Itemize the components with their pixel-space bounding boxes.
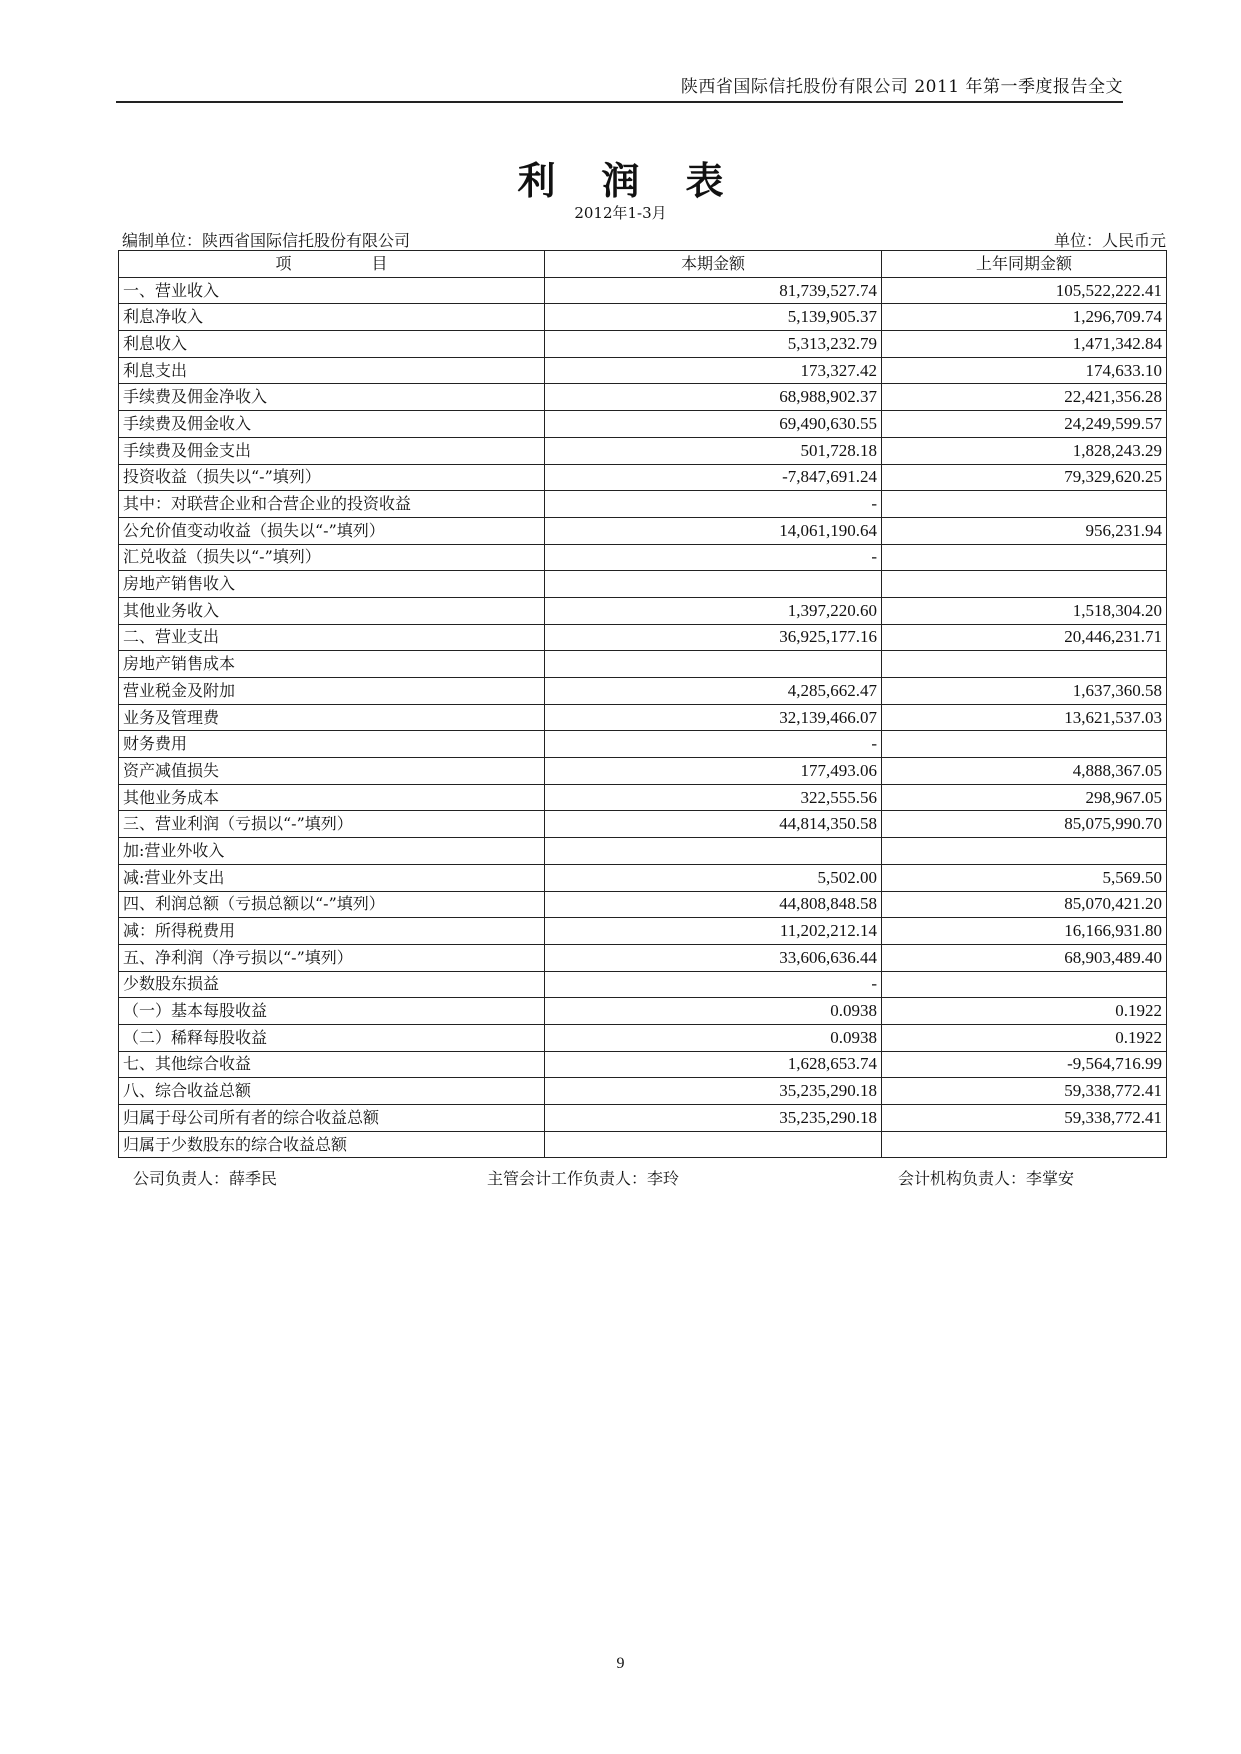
- table-row: [119, 411, 1167, 438]
- current-amount: 5,139,905.37: [545, 304, 882, 331]
- current-amount: -: [545, 971, 882, 998]
- prior-amount: [882, 651, 1167, 678]
- prior-amount: 4,888,367.05: [882, 758, 1167, 785]
- prior-amount: 59,338,772.41: [882, 1078, 1167, 1105]
- current-amount: 36,925,177.16: [545, 624, 882, 651]
- table-row: [119, 571, 1167, 598]
- compiling-unit: 编制单位：陕西省国际信托股份有限公司: [122, 231, 411, 250]
- current-amount: [545, 838, 882, 865]
- row-label: 汇兑收益（损失以“-”填列）: [119, 544, 545, 571]
- prior-amount: [882, 1131, 1167, 1158]
- prior-amount: [882, 838, 1167, 865]
- table-row: [119, 464, 1167, 491]
- row-label: 归属于母公司所有者的综合收益总额: [119, 1105, 545, 1132]
- prior-amount: [882, 971, 1167, 998]
- table-row: [119, 357, 1167, 384]
- current-amount: [545, 571, 882, 598]
- current-amount: 35,235,290.18: [545, 1078, 882, 1105]
- row-label: 手续费及佣金支出: [119, 437, 545, 464]
- row-label: 归属于少数股东的综合收益总额: [119, 1131, 545, 1158]
- row-label: 营业税金及附加: [119, 678, 545, 705]
- row-label: 三、营业利润（亏损以“-”填列）: [119, 811, 545, 838]
- row-label: 投资收益（损失以“-”填列）: [119, 464, 545, 491]
- row-label: （一）基本每股收益: [119, 998, 545, 1025]
- table-row: [119, 1131, 1167, 1158]
- table-row: [119, 998, 1167, 1025]
- table-row: [119, 277, 1167, 304]
- current-amount: 0.0938: [545, 1024, 882, 1051]
- prior-amount: -9,564,716.99: [882, 1051, 1167, 1078]
- current-amount: 69,490,630.55: [545, 411, 882, 438]
- current-amount: 1,397,220.60: [545, 597, 882, 624]
- report-period: 2012年1-3月: [574, 204, 667, 222]
- table-row: [119, 891, 1167, 918]
- prior-amount: 0.1922: [882, 1024, 1167, 1051]
- table-row: [119, 944, 1167, 971]
- currency-unit: 单位：人民币元: [1053, 231, 1166, 250]
- page-header-text: 陕西省国际信托股份有限公司 2011 年第一季度报告全文: [680, 77, 1123, 97]
- row-label: 利息收入: [119, 331, 545, 358]
- row-label: 房地产销售成本: [119, 651, 545, 678]
- table-row: [119, 1051, 1167, 1078]
- table-row: [119, 437, 1167, 464]
- current-amount: 81,739,527.74: [545, 277, 882, 304]
- table-row: [119, 838, 1167, 865]
- current-amount: 5,313,232.79: [545, 331, 882, 358]
- row-label: 公允价值变动收益（损失以“-”填列）: [119, 517, 545, 544]
- report-title: 利润表: [517, 158, 770, 203]
- table-row: [119, 731, 1167, 758]
- table-row: [119, 304, 1167, 331]
- prior-amount: 1,296,709.74: [882, 304, 1167, 331]
- company-head-signature: 公司负责人：薛季民: [133, 1169, 278, 1188]
- table-row: [119, 597, 1167, 624]
- accounting-dept-head-signature: 会计机构负责人：李掌安: [898, 1169, 1075, 1188]
- prior-amount: [882, 731, 1167, 758]
- current-amount: -7,847,691.24: [545, 464, 882, 491]
- row-label: 财务费用: [119, 731, 545, 758]
- current-amount: 14,061,190.64: [545, 517, 882, 544]
- row-label: 手续费及佣金收入: [119, 411, 545, 438]
- prior-amount: 1,471,342.84: [882, 331, 1167, 358]
- prior-amount: 13,621,537.03: [882, 704, 1167, 731]
- table-row: [119, 864, 1167, 891]
- column-header-prior: 上年同期金额: [882, 251, 1167, 278]
- current-amount: [545, 1131, 882, 1158]
- income-statement-table: [118, 250, 1167, 1158]
- table-row: [119, 331, 1167, 358]
- row-label: 手续费及佣金净收入: [119, 384, 545, 411]
- table-row: [119, 918, 1167, 945]
- header-rule: [116, 101, 1123, 103]
- table-body: [119, 277, 1167, 1158]
- row-label: 其他业务收入: [119, 597, 545, 624]
- current-amount: 5,502.00: [545, 864, 882, 891]
- prior-amount: 1,637,360.58: [882, 678, 1167, 705]
- row-label: 利息净收入: [119, 304, 545, 331]
- table-header-row: [119, 251, 1167, 278]
- row-label: 七、其他综合收益: [119, 1051, 545, 1078]
- prior-amount: 85,070,421.20: [882, 891, 1167, 918]
- current-amount: 4,285,662.47: [545, 678, 882, 705]
- table-row: [119, 758, 1167, 785]
- column-header-item: 项 目: [119, 251, 545, 278]
- prior-amount: [882, 544, 1167, 571]
- table-row: [119, 624, 1167, 651]
- table-row: [119, 517, 1167, 544]
- table-row: [119, 544, 1167, 571]
- row-label: 其他业务成本: [119, 784, 545, 811]
- current-amount: 32,139,466.07: [545, 704, 882, 731]
- row-label: 八、综合收益总额: [119, 1078, 545, 1105]
- current-amount: 322,555.56: [545, 784, 882, 811]
- current-amount: 44,814,350.58: [545, 811, 882, 838]
- table-row: [119, 678, 1167, 705]
- page-number: 9: [616, 1655, 625, 1672]
- prior-amount: 5,569.50: [882, 864, 1167, 891]
- current-amount: 177,493.06: [545, 758, 882, 785]
- table-row: [119, 1078, 1167, 1105]
- current-amount: 11,202,212.14: [545, 918, 882, 945]
- prior-amount: 79,329,620.25: [882, 464, 1167, 491]
- prior-amount: 1,518,304.20: [882, 597, 1167, 624]
- prior-amount: 298,967.05: [882, 784, 1167, 811]
- current-amount: 173,327.42: [545, 357, 882, 384]
- prior-amount: 68,903,489.40: [882, 944, 1167, 971]
- column-header-current: 本期金额: [545, 251, 882, 278]
- row-label: 四、利润总额（亏损总额以“-”填列）: [119, 891, 545, 918]
- prior-amount: 0.1922: [882, 998, 1167, 1025]
- row-label: 减:营业外支出: [119, 864, 545, 891]
- row-label: 房地产销售收入: [119, 571, 545, 598]
- prior-amount: 22,421,356.28: [882, 384, 1167, 411]
- current-amount: -: [545, 491, 882, 518]
- table-row: [119, 784, 1167, 811]
- prior-amount: 956,231.94: [882, 517, 1167, 544]
- row-label: 利息支出: [119, 357, 545, 384]
- prior-amount: [882, 571, 1167, 598]
- row-label: 其中：对联营企业和合营企业的投资收益: [119, 491, 545, 518]
- current-amount: 0.0938: [545, 998, 882, 1025]
- prior-amount: 59,338,772.41: [882, 1105, 1167, 1132]
- current-amount: 33,606,636.44: [545, 944, 882, 971]
- row-label: 资产减值损失: [119, 758, 545, 785]
- table-row: [119, 811, 1167, 838]
- table-row: [119, 491, 1167, 518]
- prior-amount: 85,075,990.70: [882, 811, 1167, 838]
- prior-amount: 1,828,243.29: [882, 437, 1167, 464]
- current-amount: 68,988,902.37: [545, 384, 882, 411]
- table-row: [119, 651, 1167, 678]
- table-row: [119, 1024, 1167, 1051]
- current-amount: -: [545, 544, 882, 571]
- row-label: （二）稀释每股收益: [119, 1024, 545, 1051]
- table-row: [119, 384, 1167, 411]
- prior-amount: 16,166,931.80: [882, 918, 1167, 945]
- prior-amount: 105,522,222.41: [882, 277, 1167, 304]
- row-label: 加:营业外收入: [119, 838, 545, 865]
- current-amount: 501,728.18: [545, 437, 882, 464]
- row-label: 一、营业收入: [119, 277, 545, 304]
- row-label: 五、净利润（净亏损以“-”填列）: [119, 944, 545, 971]
- accounting-head-signature: 主管会计工作负责人：李玲: [487, 1169, 680, 1188]
- current-amount: 1,628,653.74: [545, 1051, 882, 1078]
- current-amount: 35,235,290.18: [545, 1105, 882, 1132]
- prior-amount: 24,249,599.57: [882, 411, 1167, 438]
- table-row: [119, 1105, 1167, 1132]
- row-label: 减：所得税费用: [119, 918, 545, 945]
- prior-amount: 20,446,231.71: [882, 624, 1167, 651]
- row-label: 少数股东损益: [119, 971, 545, 998]
- row-label: 二、营业支出: [119, 624, 545, 651]
- current-amount: 44,808,848.58: [545, 891, 882, 918]
- row-label: 业务及管理费: [119, 704, 545, 731]
- table-row: [119, 971, 1167, 998]
- prior-amount: 174,633.10: [882, 357, 1167, 384]
- prior-amount: [882, 491, 1167, 518]
- table-row: [119, 704, 1167, 731]
- current-amount: [545, 651, 882, 678]
- current-amount: -: [545, 731, 882, 758]
